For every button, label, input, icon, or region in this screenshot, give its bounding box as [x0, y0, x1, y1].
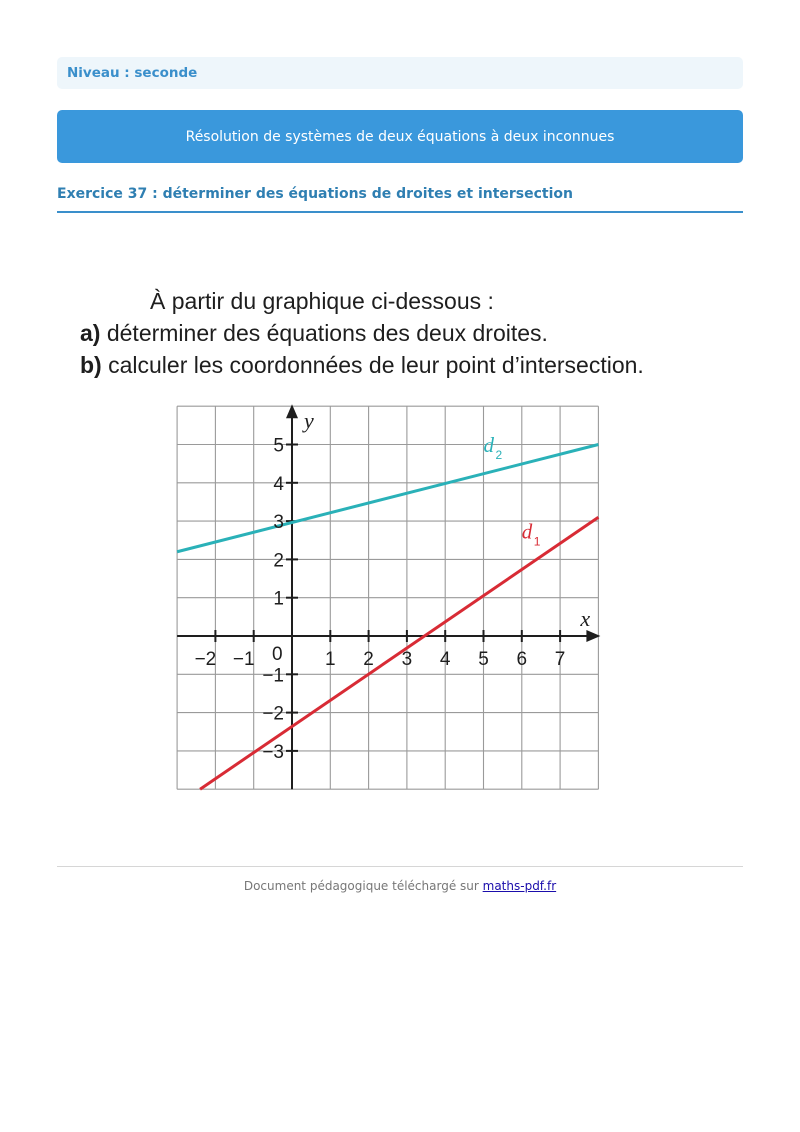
- exercise-heading: Exercice 37 : déterminer des équations de droites et intersection: [57, 186, 743, 213]
- y-axis-label: y: [304, 408, 314, 434]
- line-label-subscript: 2: [495, 448, 503, 463]
- instruction-intro: À partir du graphique ci-dessous :: [150, 288, 494, 314]
- x-axis-label: x: [580, 606, 591, 631]
- instruction-b-label: b): [80, 352, 102, 378]
- grid: [177, 406, 598, 789]
- x-tick-label: 4: [439, 649, 451, 670]
- y-tick-label: −3: [262, 741, 284, 763]
- instruction-a-text: déterminer des équations des deux droites.: [100, 320, 548, 346]
- x-tick-label: −1: [232, 649, 255, 670]
- y-tick-label: 4: [273, 473, 284, 495]
- footer-link[interactable]: maths-pdf.fr: [482, 879, 557, 893]
- instruction-b: [80, 349, 720, 381]
- y-tick-label: −1: [262, 665, 284, 687]
- instruction-a: [80, 317, 720, 349]
- level-label: Niveau : seconde: [67, 65, 198, 81]
- x-tick-label: 1: [325, 649, 336, 670]
- y-tick-label: 5: [273, 435, 284, 457]
- exercise-instructions: [80, 285, 720, 381]
- line-label-d2: d: [483, 433, 494, 458]
- x-tick-label: 6: [516, 649, 528, 670]
- x-tick-label: 3: [401, 649, 413, 670]
- line-graph: [170, 395, 610, 805]
- y-tick-label: 1: [273, 588, 284, 610]
- line-d1: [200, 517, 598, 789]
- footer-divider: [57, 866, 743, 867]
- y-tick-label: −2: [262, 703, 284, 725]
- page-title: Résolution de systèmes de deux équations à deux inconnues: [185, 128, 615, 145]
- instruction-a-label: a): [80, 320, 101, 346]
- line-label-d1: d: [521, 519, 533, 544]
- footer-text: Document pédagogique téléchargé sur: [243, 879, 483, 893]
- x-tick-label: 5: [478, 649, 489, 670]
- instruction-b-text: calculer les coordonnées de leur point d’intersection.: [101, 352, 644, 378]
- title-banner: [57, 110, 743, 163]
- axes: [177, 404, 600, 789]
- level-banner: [57, 57, 743, 89]
- y-tick-label: 2: [273, 550, 284, 572]
- x-tick-label: −2: [194, 649, 217, 670]
- x-tick-label: 2: [363, 649, 374, 670]
- x-tick-label: 7: [554, 649, 566, 670]
- origin-label: 0: [272, 644, 283, 665]
- y-tick-label: 3: [273, 512, 284, 534]
- lines: [177, 445, 598, 790]
- footer: [57, 879, 743, 893]
- line-label-subscript: 1: [533, 534, 541, 549]
